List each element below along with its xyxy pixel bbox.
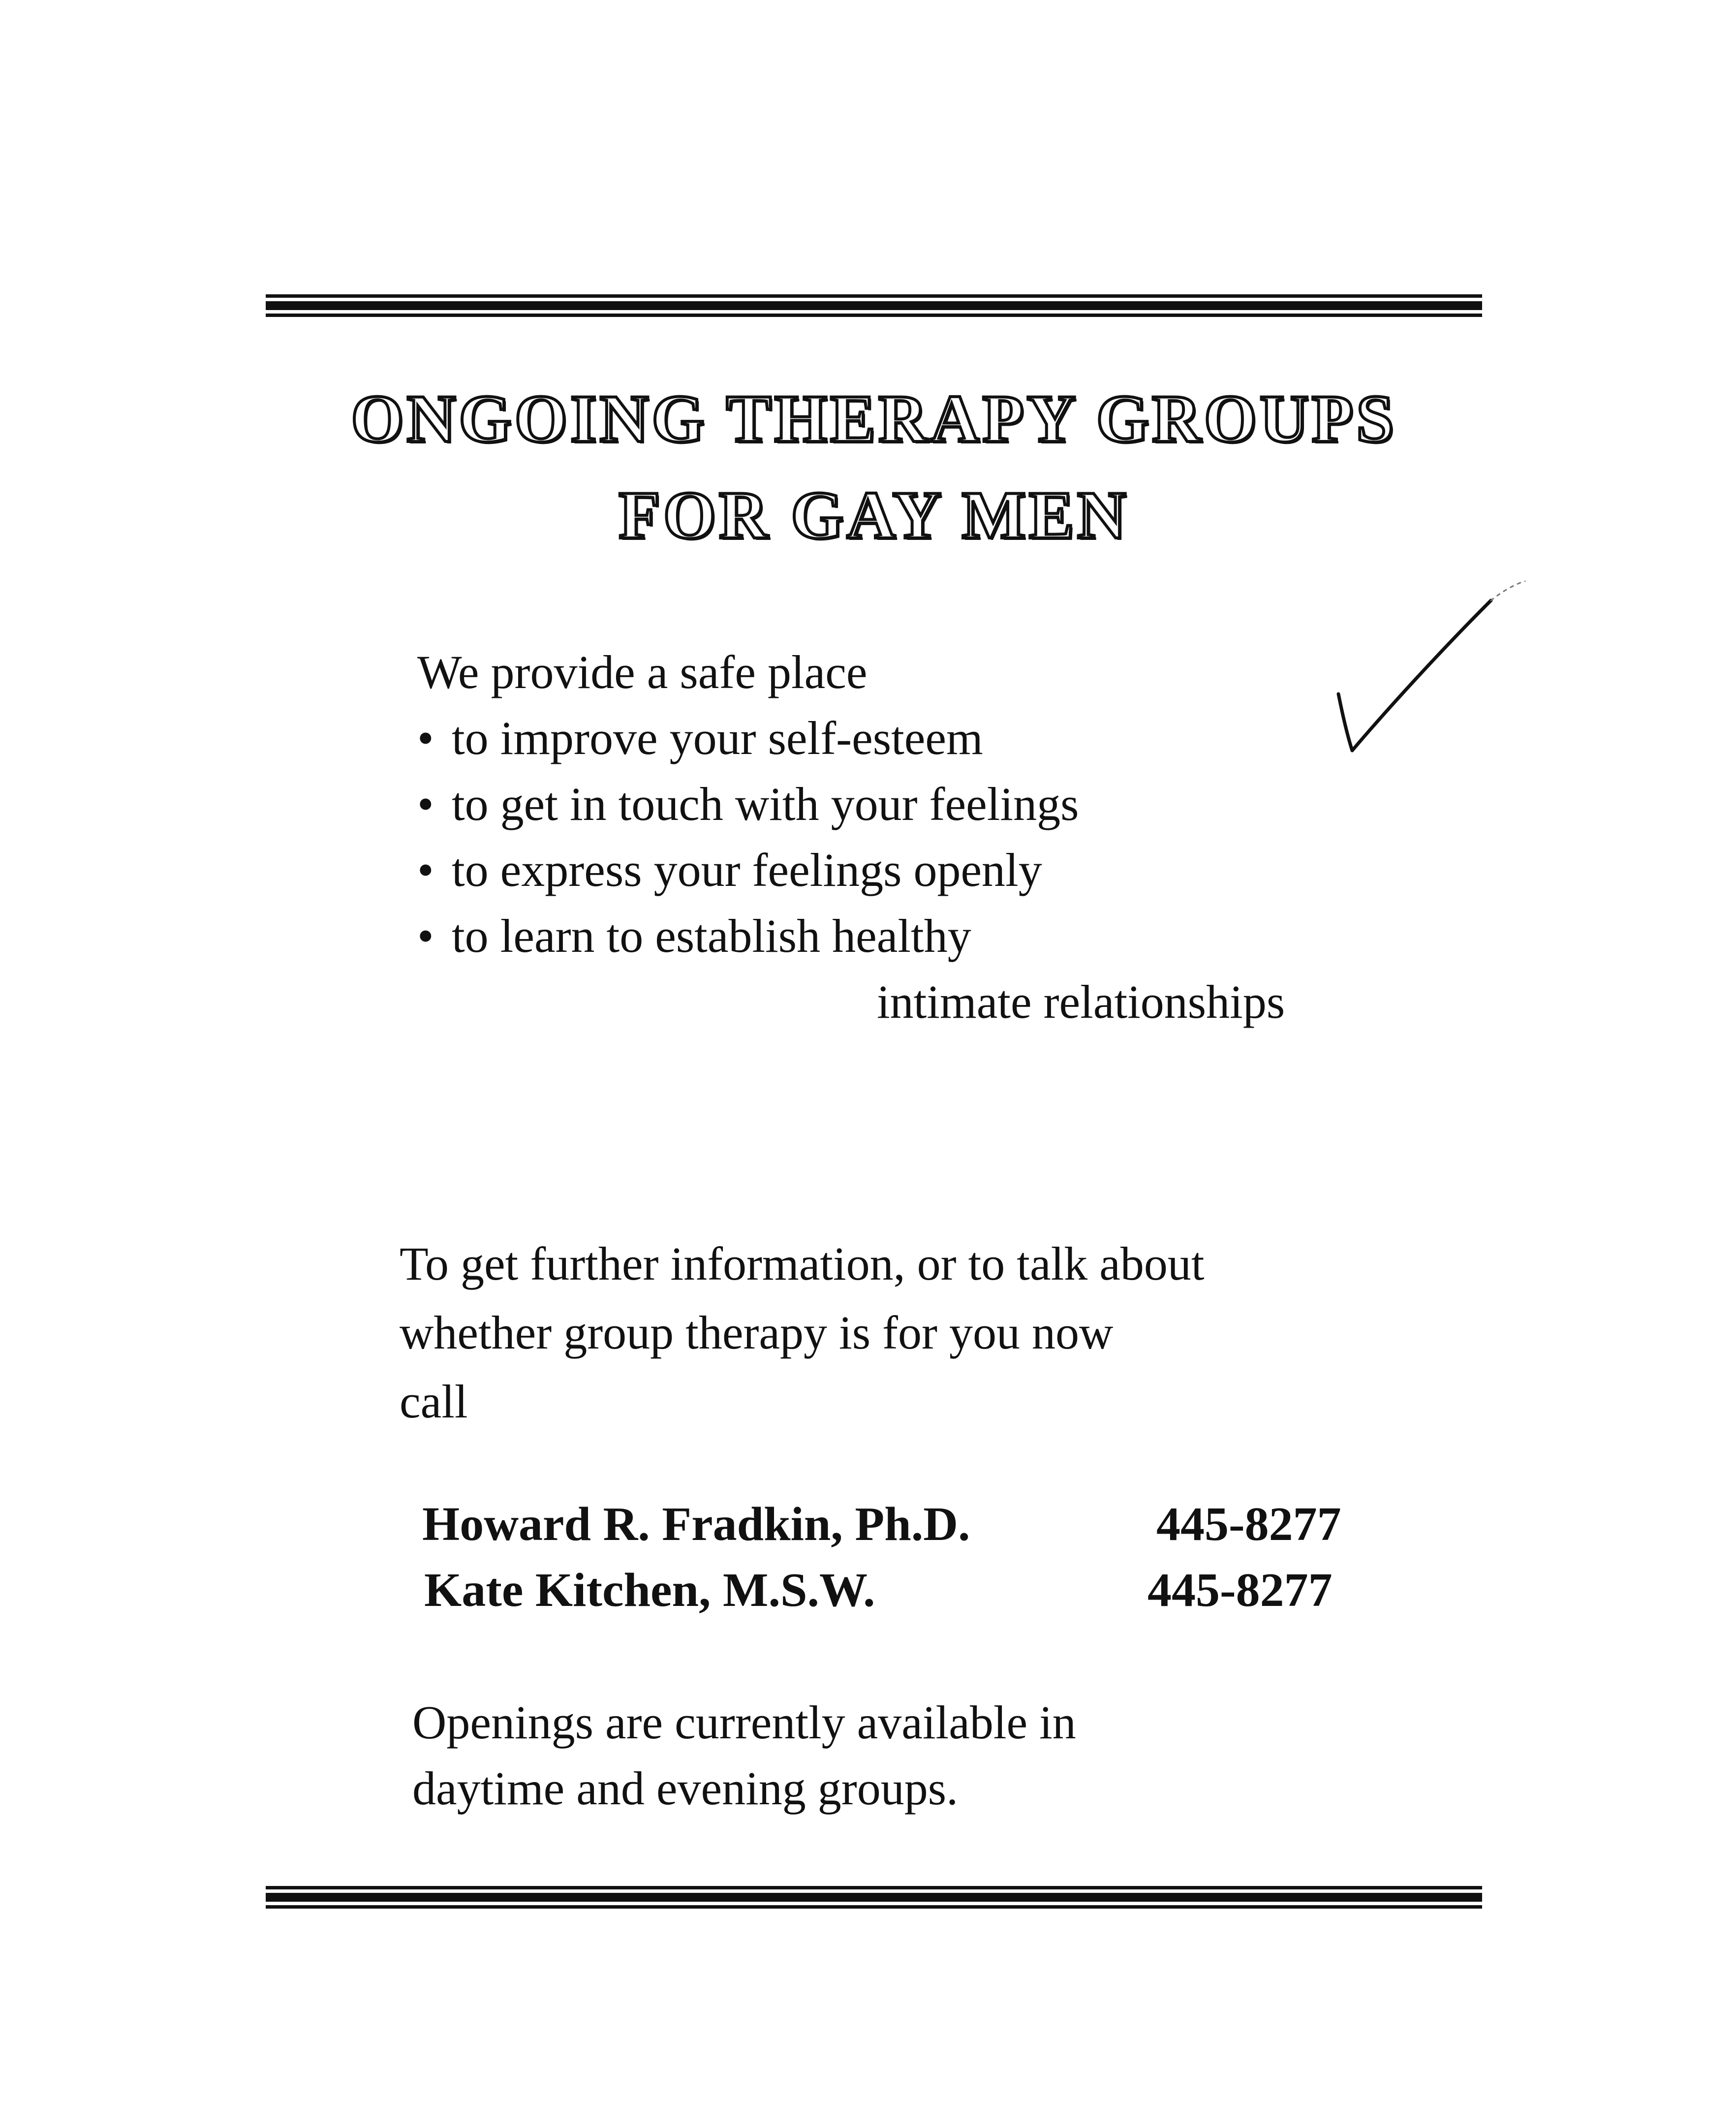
bullet-item [417,844,1042,896]
bullet-item [417,778,1079,830]
bullet-dot: • [417,844,434,896]
bullet-text: to get in touch with your feelings [452,778,1079,830]
info-line-2: whether group therapy is for you now [400,1306,1114,1359]
checkmark-icon [1329,581,1535,778]
contact-phone: 445-8277 [1147,1564,1333,1617]
info-line-1: To get further information, or to talk about [400,1237,1205,1290]
openings-line-1: Openings are currently available in [412,1696,1076,1749]
bottom-divider-rule [266,1886,1482,1911]
openings-line-2: daytime and evening groups. [412,1762,959,1815]
bullet-item [417,912,971,960]
contact-phone: 445-8277 [1156,1498,1341,1551]
contact-name: Howard R. Fradkin, Ph.D. [422,1498,970,1551]
bullet-text: to learn to establish healthy [452,910,971,962]
bullet-text: to improve your self-esteem [452,712,983,764]
bullet-continuation: intimate relationships [877,975,1285,1028]
intro-text: We provide a safe place [417,646,868,698]
headline-line-1: ONGOING THERAPY GROUPS [351,381,1397,456]
bullet-item [417,712,983,764]
contact-name: Kate Kitchen, M.S.W. [424,1564,875,1617]
bullet-dot: • [417,712,434,764]
headline-line-2: FOR GAY MEN [619,477,1129,553]
top-divider-rule [266,294,1482,319]
bullet-dot: • [417,778,434,830]
bullet-text: to express your feelings openly [452,844,1042,896]
bullet-dot: • [417,910,434,962]
info-line-3: call [400,1375,468,1428]
